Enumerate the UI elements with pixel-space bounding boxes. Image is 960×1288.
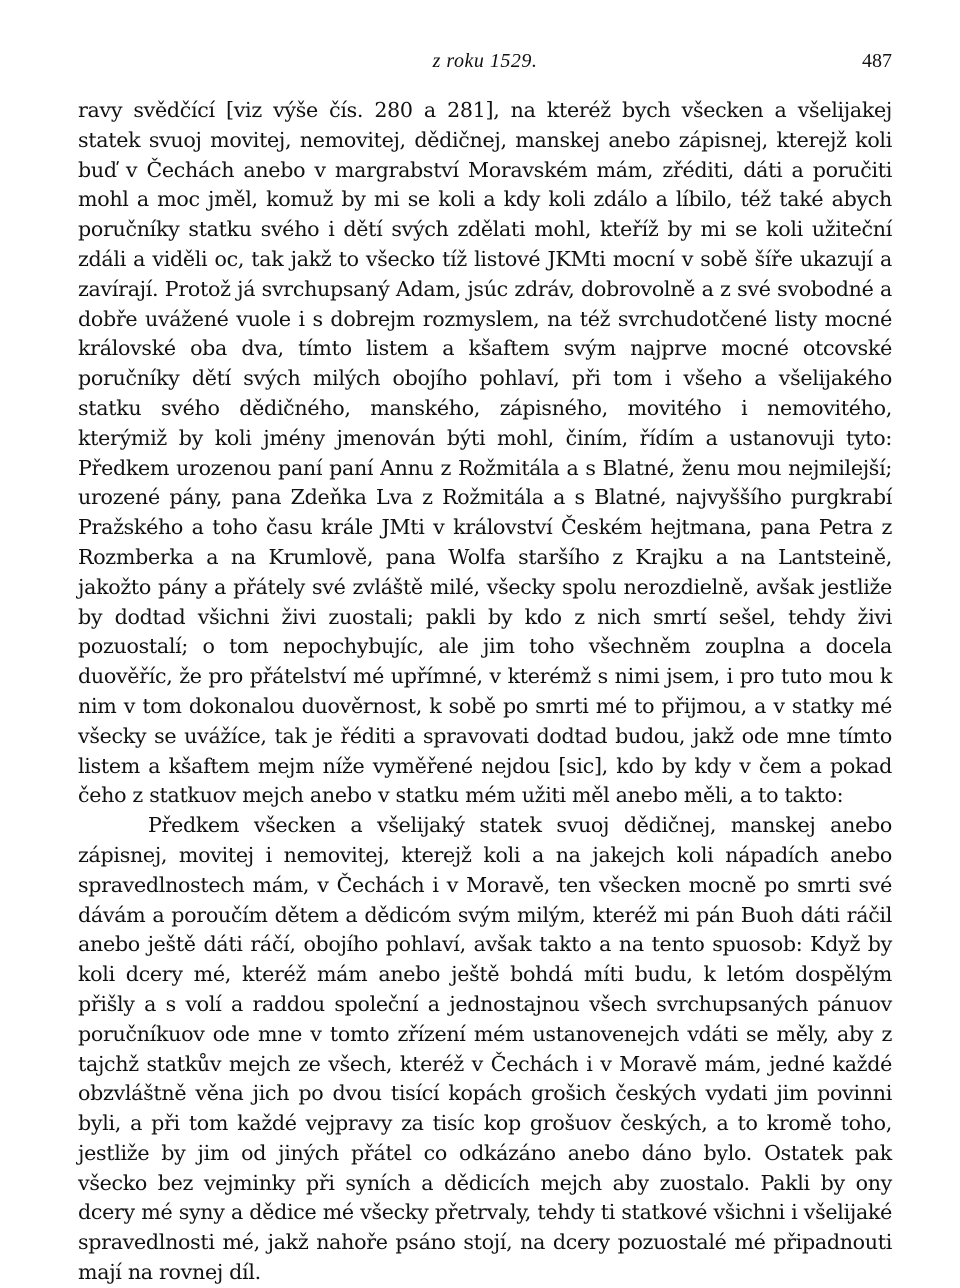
paragraph-continuation: ravy svědčící [viz výše čís. 280 a 281], na kteréž bych všecken a všelijakej statek svuoj movitej, nemovitej, dědičnej, manskej anebo zápisnej, kterejž koli buď v Čechách anebo v margrabství Moravském mám, zřéditi, dáti a poručiti mohl a moc jměl, komuž by mi se koli a kdy koli zdálo a líbilo, též také abych poručníky statku svého i dětí svých zdělati mohl, kteříž by mi se koli užiteční zdáli a viděli oc, tak jakž to všecko tíž listové JKMti mocní v sobě šíře ukazují a zavírají. Protož já svrchupsaný Adam, jsúc zdráv, dobrovolně a z své svobodné a dobře uvážené vuole i s dobrejm rozmyslem, na též svrchudotčené listy mocné královské oba dva, tímto listem a kšaftem svým najprve mocné otcovské poručníky dětí svých milých obojího pohlaví, při tom i všeho a všelijakého statku svého dědičného, manského, zápisného, movitého i nemovitého, kterýmiž by koli jmény jmenován býti mohl, činím, řídím a ustanovuji tyto: Předkem urozenou paní paní Annu z Rožmitála a s Blatné, ženu mou nejmilejší; urozené pány, pana Zdeňka Lva z Rožmitála a s Blatné, najvyššího purgkrabí Pražského a toho času krále JMti v království Českém hejtmana, pana Petra z Rozmberka a na Krumlově, pana Wolfa staršího z Krajku a na Lantsteině, jakožto pány a přátely své zvláště milé, všecky spolu nerozdielně, avšak jestliže by dodtad všichni živi zuostali; pakli by kdo z nich smrtí sešel, tehdy živi pozuostalí; o tom nepochybujíc, ale jim toho všechněm zouplna a docela duověříc, že pro přátelství mé upřímné, v kterémž s nimi jsem, i pro tuto mou k nim v tom dokonalou duověrnost, k sobě po smrti mé to přijmou, a v statky mé všecky se uvážíce, tak je řéditi a spravovati dodtad budou, jakž ode mne tímto listem a kšaftem mejm níže vyměřené nejdou [sic], kdo by kdy v čem a pokad čeho z statkuov mejch anebo v statku mém užiti měl anebo měli, a to takto: xyxy=(78,98,892,808)
page-number: 487 xyxy=(862,50,892,72)
body-text xyxy=(78,96,892,1288)
running-head xyxy=(78,50,892,74)
paragraph-bequest: Předkem všecken a všelijaký statek svuoj dědičnej, manskej anebo zápisnej, movitej i nemovitej, kterejž koli a na jakejch koli nápadích anebo spravedlnostech mám, v Čechách i v Moravě, ten všecken mocně po smrti své dávám a poroučím dětem a dědicóm svým milým, kteréž mi pán Buoh dáti ráčil anebo ještě dáti ráčí, obojího pohlaví, avšak takto a na tento spuosob: Když by koli dcery mé, kteréž mám anebo ještě bohdá míti budu, k letóm dospělým přišly a s volí a raddou společní a jednostajnou všech svrchupsaných pánuov poručníkuov ode mne v tomto zřízení mém ustanovenejch vdáti se měly, aby z tajchž statkův mejch ze všech, kteréž v Čechách i v Moravě mám, jedné každé obzvláštně věna jich po dvou tisící kopách grošich českých vydati jim povinni byli, a při tom každé vejpravy za tisíc kop grošuov českých, a to kromě toho, jestliže by jim od jiných přátel co odkázáno anebo dáno bylo. Ostatek pak všecko bez vejminky při syních a dědicích mejch aby zuostalo. Pakli by ony dcery mé syny a dědice mé všecky přetrvaly, tehdy ti statkové všichni i všelijaké spravedlnosti mé, jakž nahoře psáno stojí, na dcery pozuostalé mé připadnouti mají na rovnej díl. xyxy=(78,813,892,1285)
running-title: z roku 1529. xyxy=(432,50,538,72)
